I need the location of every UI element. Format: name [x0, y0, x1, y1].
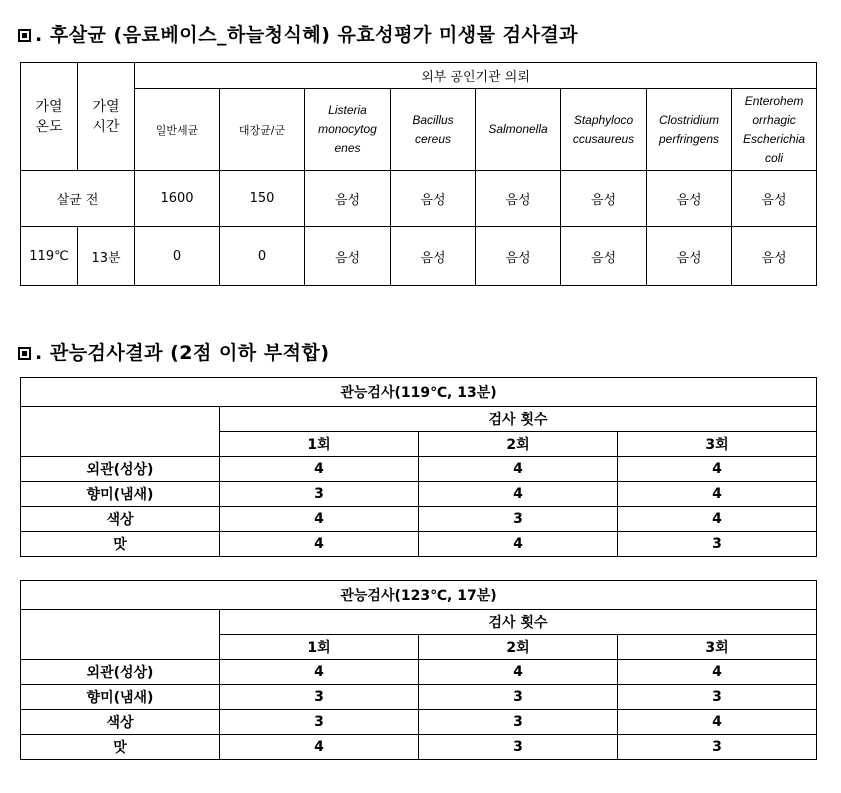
cell-value: 0 — [135, 227, 220, 286]
header-col: Clostridium perfringens — [647, 89, 732, 171]
cell-value: 음성 — [305, 227, 391, 286]
cell-value: 3 — [618, 685, 817, 710]
cell-value: 4 — [220, 735, 419, 760]
cell-value: 4 — [618, 457, 817, 482]
cell-value: 음성 — [732, 227, 817, 286]
cell-value: 4 — [618, 507, 817, 532]
blank-corner — [21, 610, 220, 660]
cell-value: 150 — [220, 171, 305, 227]
cell-value: 음성 — [391, 171, 476, 227]
cell-value: 3 — [419, 735, 618, 760]
row-label: 살균 전 — [21, 171, 135, 227]
sensory-table-123 — [20, 580, 817, 760]
row-label: 맛 — [21, 532, 220, 557]
test-count-header: 검사 횟수 — [220, 407, 817, 432]
table-row — [21, 710, 817, 735]
cell-value: 4 — [419, 457, 618, 482]
row-label: 색상 — [21, 710, 220, 735]
row-label: 맛 — [21, 735, 220, 760]
row-label: 향미(냄새) — [21, 685, 220, 710]
cell-value: 0 — [220, 227, 305, 286]
cell-value: 4 — [618, 482, 817, 507]
cell-value: 4 — [220, 532, 419, 557]
table-row — [21, 507, 817, 532]
cell-value: 4 — [220, 507, 419, 532]
table-row — [21, 482, 817, 507]
cell-value: 음성 — [647, 227, 732, 286]
table-row — [21, 685, 817, 710]
header-col: Enterohem orrhagic Escherichia coli — [732, 89, 817, 171]
cell-value: 3 — [220, 685, 419, 710]
cell-value: 음성 — [647, 171, 732, 227]
col-header: 3회 — [618, 432, 817, 457]
header-col: 대장균/군 — [220, 89, 305, 171]
square-bullet-icon — [18, 29, 31, 42]
row-label: 외관(성상) — [21, 660, 220, 685]
col-header: 2회 — [419, 432, 618, 457]
row-time: 13분 — [78, 227, 135, 286]
table-row — [21, 457, 817, 482]
section1-heading: . 후살균 (음료베이스_하늘청식혜) 유효성평가 미생물 검사결과 — [18, 20, 578, 47]
sensory-table-119 — [20, 377, 817, 557]
cell-value: 3 — [419, 710, 618, 735]
microbiology-table — [20, 62, 817, 286]
header-heating-time: 가열 시간 — [78, 63, 135, 171]
sensory-title: 관능검사(119℃, 13분) — [21, 378, 817, 407]
row-label: 색상 — [21, 507, 220, 532]
section2-heading: . 관능검사결과 (2점 이하 부적합) — [18, 338, 330, 365]
cell-value: 음성 — [305, 171, 391, 227]
col-header: 1회 — [220, 635, 419, 660]
cell-value: 4 — [618, 710, 817, 735]
header-col: Salmonella — [476, 89, 561, 171]
cell-value: 음성 — [391, 227, 476, 286]
table-row — [21, 532, 817, 557]
cell-value: 3 — [618, 532, 817, 557]
col-header: 2회 — [419, 635, 618, 660]
cell-value: 음성 — [476, 227, 561, 286]
cell-value: 3 — [220, 482, 419, 507]
cell-value: 음성 — [476, 171, 561, 227]
section1-title: 후살균 (음료베이스_하늘청식혜) 유효성평가 미생물 검사결과 — [49, 24, 579, 46]
table-row — [21, 660, 817, 685]
table-row — [21, 227, 817, 286]
row-temp: 119℃ — [21, 227, 78, 286]
cell-value: 1600 — [135, 171, 220, 227]
section2-title: 관능검사결과 (2점 이하 부적합) — [49, 342, 330, 364]
row-label: 외관(성상) — [21, 457, 220, 482]
cell-value: 4 — [220, 660, 419, 685]
col-header: 3회 — [618, 635, 817, 660]
cell-value: 음성 — [732, 171, 817, 227]
cell-value: 음성 — [561, 171, 647, 227]
header-heating-temp: 가열 온도 — [21, 63, 78, 171]
header-col: Staphyloco ccusaureus — [561, 89, 647, 171]
cell-value: 4 — [419, 482, 618, 507]
table-row — [21, 171, 817, 227]
table-row — [21, 735, 817, 760]
cell-value: 3 — [618, 735, 817, 760]
square-bullet-icon — [18, 347, 31, 360]
blank-corner — [21, 407, 220, 457]
col-header: 1회 — [220, 432, 419, 457]
cell-value: 음성 — [561, 227, 647, 286]
cell-value: 3 — [419, 507, 618, 532]
test-count-header: 검사 횟수 — [220, 610, 817, 635]
cell-value: 3 — [419, 685, 618, 710]
header-col: 일반세균 — [135, 89, 220, 171]
cell-value: 4 — [419, 660, 618, 685]
row-label: 향미(냄새) — [21, 482, 220, 507]
header-col: Listeria monocytog enes — [305, 89, 391, 171]
cell-value: 4 — [220, 457, 419, 482]
cell-value: 4 — [618, 660, 817, 685]
header-col: Bacillus cereus — [391, 89, 476, 171]
cell-value: 4 — [419, 532, 618, 557]
header-external-agency: 외부 공인기관 의뢰 — [135, 63, 817, 89]
cell-value: 3 — [220, 710, 419, 735]
sensory-title: 관능검사(123℃, 17분) — [21, 581, 817, 610]
